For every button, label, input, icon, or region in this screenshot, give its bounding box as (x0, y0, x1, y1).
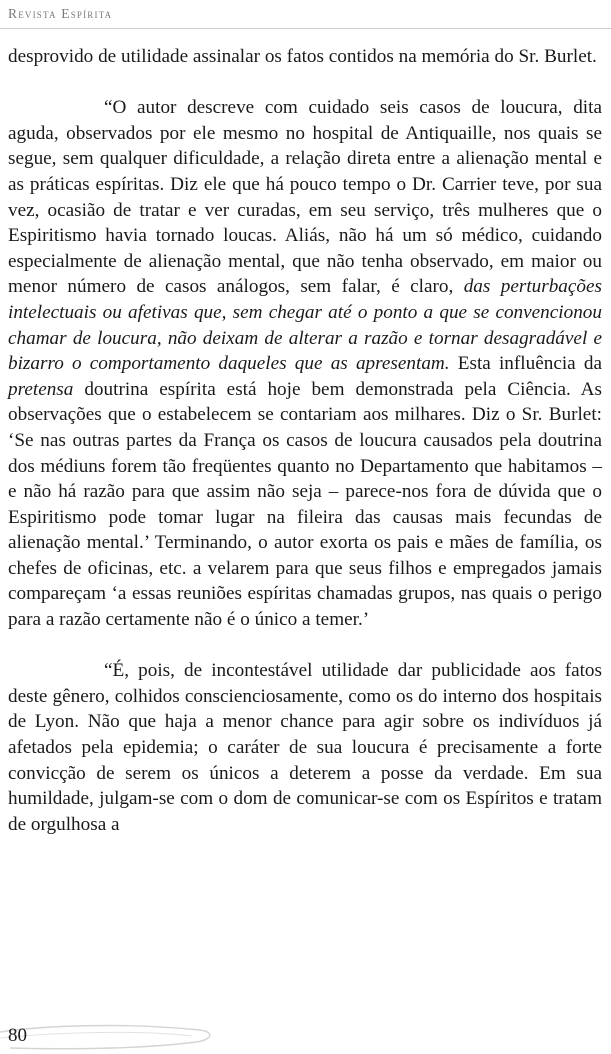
text-run: “É, pois, de incontestável utilidade dar publicidade aos fatos deste gênero, colhidos conscienciosamente, como os do interno dos hospitais de Lyon. Não que haja a menor chance para agir sobre os indivíduos já afetados pela epidemia; o caráter de sua loucura é precisamente a forte convicção de serem os únicos a deterem a posse da verdade. Em sua humildade, julgam-se com o dom de comunicar-se com os Espíritos e tratam de orgulhosa a (8, 660, 602, 835)
paragraph (8, 95, 602, 632)
header-divider (0, 28, 611, 29)
body-text (8, 44, 602, 837)
text-run: doutrina espírita está hoje bem demonstrada pela Ciência. As observações que o estabelecem se contariam aos milhares. Diz o Sr. Burlet: ‘Se nas outras partes da França os casos de loucura causados pela doutrina dos médiuns forem tão freqüentes quanto no Departamento que habitamos – e não há razão para que assim não seja – parece-nos fora de dúvida que o Espiritismo pode tomar lugar na fileira das causas mais fecundas de alienação mental.’ Terminando, o autor exorta os pais e mães de família, os chefes de oficinas, etc. a velarem para que seus filhos e empregados jamais compareçam ‘a essas reuniões espíritas chamadas grupos, nas quais o perigo para a razão certamente não é o único a temer.’ (8, 378, 602, 631)
page-number: 80 (8, 1025, 27, 1046)
paragraph (8, 658, 602, 837)
italic-text: das perturbações intelectuais ou afetivas que, sem chegar até o ponto a que se convencionou chamar de loucura, não deixam de alterar a razão e tornar desagradável e bizarro o comportamento daqueles que as apresentam. (8, 276, 602, 375)
text-run: desprovido de utilidade assinalar os fatos contidos na memória do Sr. Burlet. (8, 46, 597, 67)
paragraph (8, 44, 602, 70)
footer-swoosh-ornament (0, 1018, 230, 1054)
text-run: Esta influência da (449, 353, 602, 375)
text-run: “O autor descreve com cuidado seis casos de loucura, dita aguda, observados por ele mesmo no hospital de Antiquaille, nos quais se segue, sem qualquer dificuldade, a relação direta entre a alienação mental e as práticas espíritas. Diz ele que há pouco tempo o Dr. Carrier teve, por sua vez, ocasião de tratar e ver curadas, em seu serviço, três mulheres que o Espiritismo havia tornado loucas. Aliás, não há um só médico, cuidando especialmente de alienação mental, que não tenha observado, em maior ou menor número de casos análogos, sem falar, é claro, (8, 97, 602, 298)
italic-text: pretensa (8, 378, 74, 400)
running-header: Revista Espírita (8, 6, 113, 21)
